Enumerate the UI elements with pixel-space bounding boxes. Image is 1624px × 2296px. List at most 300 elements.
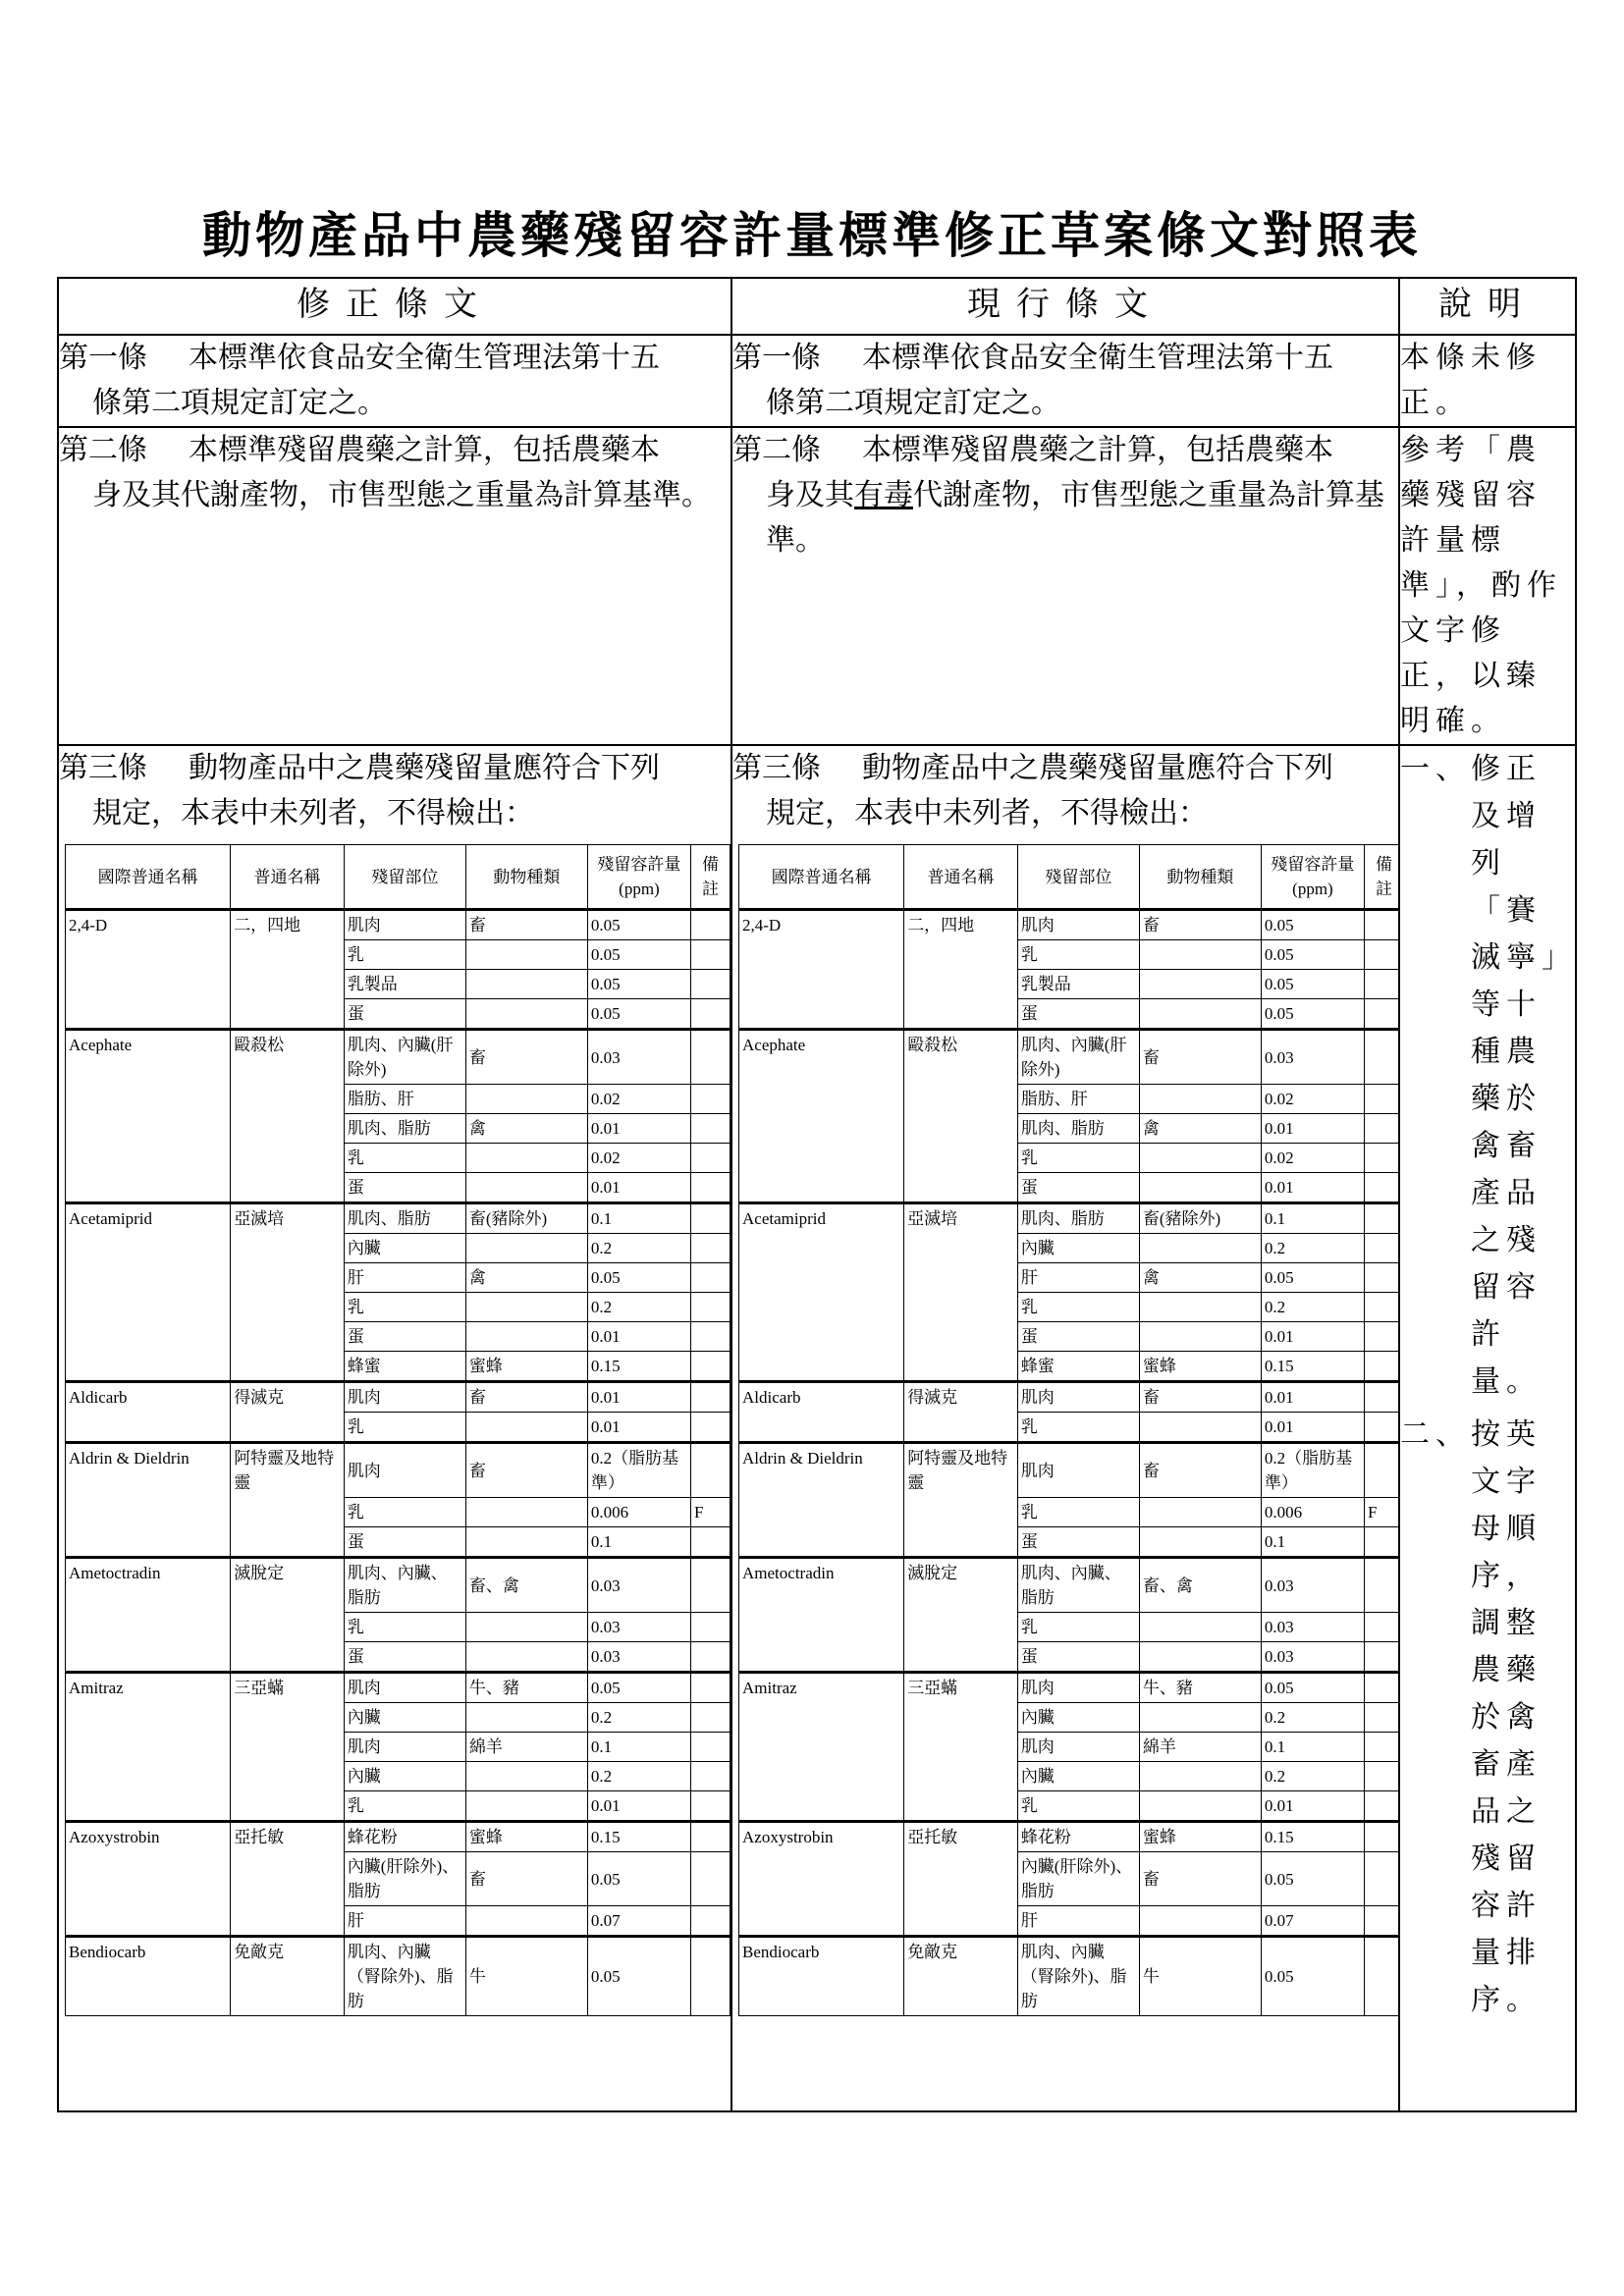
pesticide-common-name: 阿特靈及地特靈 bbox=[904, 1443, 1018, 1558]
table-row bbox=[739, 1558, 1399, 1613]
residue-part: 內臟 bbox=[344, 1234, 465, 1263]
residue-part: 蛋 bbox=[1017, 1642, 1139, 1673]
pesticide-common-name: 二，四地 bbox=[231, 910, 345, 1030]
remark bbox=[1364, 1203, 1398, 1234]
remark bbox=[690, 1558, 730, 1613]
header-current: 現行條文 bbox=[731, 278, 1399, 335]
mrl-value: 0.03 bbox=[587, 1030, 690, 1085]
mrl-value: 0.15 bbox=[587, 1352, 690, 1382]
remark: F bbox=[690, 1498, 730, 1527]
mrl-value: 0.006 bbox=[1261, 1498, 1364, 1527]
page-title: 動物產品中農藥殘留容許量標準修正草案條文對照表 bbox=[202, 206, 1422, 264]
residue-part: 肌肉 bbox=[344, 1673, 465, 1703]
mrl-value: 0.05 bbox=[587, 1673, 690, 1703]
animal-type bbox=[1139, 1085, 1261, 1114]
residue-part: 肝 bbox=[344, 1906, 465, 1937]
mrl-value: 0.2 bbox=[1261, 1293, 1364, 1322]
mrl-value: 0.05 bbox=[1261, 1937, 1364, 2016]
residue-col-header: 動物種類 bbox=[465, 845, 587, 910]
pesticide-common-name: 免敵克 bbox=[904, 1937, 1018, 2016]
remark bbox=[690, 910, 730, 940]
residue-part: 肌肉、內臟(肝除外) bbox=[1017, 1030, 1139, 1085]
table-row bbox=[739, 1822, 1399, 1852]
residue-part: 乳 bbox=[1017, 1791, 1139, 1822]
animal-type bbox=[1139, 970, 1261, 999]
article-2-current: 第二條 本標準殘留農藥之計算，包括農藥本 身及其有毒代謝產物，市售型態之重量為計算基準。 bbox=[731, 427, 1399, 745]
mrl-value: 0.05 bbox=[1261, 1673, 1364, 1703]
mrl-value: 0.05 bbox=[1261, 999, 1364, 1030]
residue-part: 乳 bbox=[344, 1613, 465, 1642]
residue-part: 肌肉 bbox=[344, 910, 465, 940]
animal-type bbox=[465, 1173, 587, 1203]
residue-part: 蜂花粉 bbox=[1017, 1822, 1139, 1852]
remark bbox=[690, 1263, 730, 1293]
mrl-value: 0.2 bbox=[1261, 1703, 1364, 1733]
animal-type bbox=[465, 1322, 587, 1352]
remark bbox=[690, 1413, 730, 1443]
remark bbox=[690, 1293, 730, 1322]
table-row bbox=[66, 1203, 731, 1234]
animal-type: 畜 bbox=[465, 1030, 587, 1085]
mrl-value: 0.05 bbox=[587, 940, 690, 970]
animal-type bbox=[1139, 1613, 1261, 1642]
animal-type: 畜 bbox=[1139, 910, 1261, 940]
pesticide-intl-name: Aldicarb bbox=[739, 1382, 904, 1443]
mrl-value: 0.1 bbox=[587, 1733, 690, 1762]
remark bbox=[690, 1791, 730, 1822]
mrl-value: 0.05 bbox=[1261, 1263, 1364, 1293]
mrl-value: 0.05 bbox=[587, 1937, 690, 2016]
residue-part: 乳 bbox=[344, 940, 465, 970]
remark bbox=[1364, 1762, 1398, 1791]
residue-part: 內臟 bbox=[1017, 1703, 1139, 1733]
residue-part: 內臟 bbox=[344, 1703, 465, 1733]
residue-part: 肌肉、內臟、脂肪 bbox=[344, 1558, 465, 1613]
residue-part: 乳 bbox=[344, 1413, 465, 1443]
animal-type bbox=[465, 1703, 587, 1733]
pesticide-intl-name: 2,4-D bbox=[739, 910, 904, 1030]
pesticide-intl-name: Acetamiprid bbox=[739, 1203, 904, 1382]
remark bbox=[1364, 1703, 1398, 1733]
remark bbox=[1364, 999, 1398, 1030]
remark bbox=[690, 1703, 730, 1733]
mrl-value: 0.01 bbox=[587, 1791, 690, 1822]
animal-type bbox=[465, 999, 587, 1030]
pesticide-intl-name: Acephate bbox=[66, 1030, 231, 1203]
residue-part: 蛋 bbox=[344, 1173, 465, 1203]
residue-col-header: 普通名稱 bbox=[231, 845, 345, 910]
mrl-value: 0.05 bbox=[587, 910, 690, 940]
table-row bbox=[66, 1673, 731, 1703]
remark bbox=[690, 1673, 730, 1703]
animal-type bbox=[465, 1762, 587, 1791]
residue-col-header: 殘留容許量(ppm) bbox=[587, 845, 690, 910]
remark bbox=[690, 999, 730, 1030]
animal-type: 畜 bbox=[1139, 1852, 1261, 1906]
mrl-value: 0.03 bbox=[1261, 1642, 1364, 1673]
animal-type bbox=[1139, 1144, 1261, 1173]
animal-type: 蜜蜂 bbox=[1139, 1822, 1261, 1852]
article-3-revised: 第三條 動物產品中之農藥殘留量應符合下列 規定，本表中未列者，不得檢出： 國際普通名稱 普通名稱 殘留部位 動物種類 殘留容許量(ppm) 備註 2,4-D 二，四地 肌肉 畜 0.05 乳 0.05 乳製品 0.05 蛋 0.05 Acephate 毆殺松 肌肉、內臟(肝除外) 畜 0.03 脂肪、肝 0.02 肌肉、脂肪 禽 0.01 乳 0.02 蛋 0.01 Acetamiprid 亞滅培 肌肉、脂肪 畜(豬除外) 0.1 內臟 0.2 肝 禽 0.05 乳 0.2 蛋 0.01 蜂蜜 蜜蜂 0.15 Aldicarb 得滅克 肌肉 畜 0.01 乳 0.01 Aldrin & Dieldrin 阿特靈及地特靈 肌肉 畜 0.2（脂肪基準） 乳 0.006 F 蛋 0.1 Ametoctradin 滅脫定 肌肉、內臟、脂肪 畜、禽 0.03 乳 0.03 蛋 0.03 Amitraz 三亞蟎 肌肉 牛、豬 0.05 內臟 0.2 肌肉 綿羊 0.1 內臟 0.2 乳 0.01 Azoxystrobin 亞托敏 蜂花粉 蜜蜂 0.15 內臟(肝除外)、脂肪 畜 0.05 肝 0.07 Bendiocarb 免敵克 肌肉、內臟（腎除外)、脂肪 牛 0.05 bbox=[58, 745, 731, 2111]
residue-part: 肌肉 bbox=[344, 1733, 465, 1762]
residue-part: 乳 bbox=[1017, 1293, 1139, 1322]
residue-col-header: 殘留部位 bbox=[1017, 845, 1139, 910]
residue-part: 肌肉、內臟（腎除外)、脂肪 bbox=[344, 1937, 465, 2016]
header-explanation: 說明 bbox=[1399, 278, 1576, 335]
animal-type bbox=[465, 1527, 587, 1558]
remark: F bbox=[1364, 1498, 1398, 1527]
pesticide-common-name: 二，四地 bbox=[904, 910, 1018, 1030]
mrl-value: 0.01 bbox=[1261, 1791, 1364, 1822]
mrl-value: 0.01 bbox=[587, 1173, 690, 1203]
remark bbox=[1364, 1852, 1398, 1906]
remark bbox=[1364, 1673, 1398, 1703]
animal-type bbox=[465, 1642, 587, 1673]
mrl-value: 0.2 bbox=[1261, 1234, 1364, 1263]
residue-part: 乳製品 bbox=[1017, 970, 1139, 999]
mrl-value: 0.15 bbox=[1261, 1822, 1364, 1852]
table-row bbox=[66, 910, 731, 940]
remark bbox=[1364, 1906, 1398, 1937]
remark bbox=[1364, 1791, 1398, 1822]
remark bbox=[690, 1937, 730, 2016]
mrl-value: 0.07 bbox=[1261, 1906, 1364, 1937]
mrl-value: 0.1 bbox=[587, 1203, 690, 1234]
pesticide-common-name: 三亞蟎 bbox=[231, 1673, 345, 1822]
pesticide-common-name: 三亞蟎 bbox=[904, 1673, 1018, 1822]
table-row bbox=[66, 1937, 731, 2016]
article-2-revised: 第二條 本標準殘留農藥之計算，包括農藥本 身及其代謝產物，市售型態之重量為計算基準。 bbox=[58, 427, 731, 745]
residue-part: 蛋 bbox=[1017, 1322, 1139, 1352]
remark bbox=[1364, 1527, 1398, 1558]
table-row bbox=[739, 1443, 1399, 1498]
remark bbox=[690, 1852, 730, 1906]
remark bbox=[1364, 1352, 1398, 1382]
animal-type bbox=[1139, 1791, 1261, 1822]
mrl-value: 0.05 bbox=[1261, 1852, 1364, 1906]
residue-part: 肌肉 bbox=[1017, 1733, 1139, 1762]
residue-part: 肌肉 bbox=[1017, 1382, 1139, 1413]
residue-part: 蛋 bbox=[1017, 1527, 1139, 1558]
remark bbox=[690, 970, 730, 999]
pesticide-common-name: 亞托敏 bbox=[231, 1822, 345, 1937]
header-revised: 修正條文 bbox=[58, 278, 731, 335]
remark bbox=[690, 1733, 730, 1762]
residue-part: 肝 bbox=[1017, 1906, 1139, 1937]
residue-col-header: 備註 bbox=[690, 845, 730, 910]
mrl-value: 0.01 bbox=[587, 1382, 690, 1413]
residue-part: 蛋 bbox=[1017, 999, 1139, 1030]
remark bbox=[1364, 1382, 1398, 1413]
pesticide-intl-name: Aldrin & Dieldrin bbox=[739, 1443, 904, 1558]
mrl-value: 0.2 bbox=[587, 1703, 690, 1733]
residue-part: 肌肉、脂肪 bbox=[344, 1114, 465, 1144]
remark bbox=[1364, 1642, 1398, 1673]
table-row bbox=[66, 1030, 731, 1085]
residue-table-revised bbox=[65, 844, 731, 2016]
table-row bbox=[66, 1822, 731, 1852]
explanation-item: 二、按英文字母順序，調整農藥於禽畜產品之殘留容許量排序。 bbox=[1400, 1417, 1542, 2017]
pesticide-common-name: 毆殺松 bbox=[231, 1030, 345, 1203]
remark bbox=[1364, 1822, 1398, 1852]
mrl-value: 0.05 bbox=[587, 1263, 690, 1293]
table-row bbox=[739, 1030, 1399, 1085]
mrl-value: 0.1 bbox=[587, 1527, 690, 1558]
pesticide-intl-name: Ametoctradin bbox=[66, 1558, 231, 1673]
residue-part: 蜂花粉 bbox=[344, 1822, 465, 1852]
remark bbox=[1364, 1144, 1398, 1173]
residue-col-header: 動物種類 bbox=[1139, 845, 1261, 910]
mrl-value: 0.03 bbox=[1261, 1030, 1364, 1085]
animal-type: 禽 bbox=[465, 1263, 587, 1293]
animal-type bbox=[1139, 1498, 1261, 1527]
remark bbox=[1364, 1263, 1398, 1293]
mrl-value: 0.2 bbox=[587, 1234, 690, 1263]
animal-type: 畜(豬除外) bbox=[465, 1203, 587, 1234]
animal-type bbox=[465, 1498, 587, 1527]
animal-type bbox=[1139, 1703, 1261, 1733]
mrl-value: 0.05 bbox=[587, 970, 690, 999]
animal-type: 禽 bbox=[1139, 1263, 1261, 1293]
remark bbox=[690, 1173, 730, 1203]
residue-part: 內臟(肝除外)、脂肪 bbox=[344, 1852, 465, 1906]
table-row bbox=[66, 1443, 731, 1498]
remark bbox=[1364, 1030, 1398, 1085]
pesticide-intl-name: Aldicarb bbox=[66, 1382, 231, 1443]
remark bbox=[690, 1642, 730, 1673]
mrl-value: 0.02 bbox=[1261, 1144, 1364, 1173]
pesticide-common-name: 阿特靈及地特靈 bbox=[231, 1443, 345, 1558]
residue-part: 乳 bbox=[1017, 1413, 1139, 1443]
animal-type: 綿羊 bbox=[465, 1733, 587, 1762]
residue-part: 乳製品 bbox=[344, 970, 465, 999]
table-row bbox=[739, 1382, 1399, 1413]
residue-part: 蛋 bbox=[344, 1322, 465, 1352]
mrl-value: 0.03 bbox=[587, 1558, 690, 1613]
pesticide-intl-name: Amitraz bbox=[66, 1673, 231, 1822]
mrl-value: 0.02 bbox=[1261, 1085, 1364, 1114]
animal-type: 畜(豬除外) bbox=[1139, 1203, 1261, 1234]
mrl-value: 0.01 bbox=[1261, 1322, 1364, 1352]
remark bbox=[1364, 940, 1398, 970]
remark bbox=[1364, 1443, 1398, 1498]
remark bbox=[1364, 1733, 1398, 1762]
animal-type: 蜜蜂 bbox=[465, 1822, 587, 1852]
animal-type: 蜜蜂 bbox=[1139, 1352, 1261, 1382]
mrl-value: 0.01 bbox=[1261, 1382, 1364, 1413]
residue-part: 乳 bbox=[344, 1498, 465, 1527]
residue-part: 內臟 bbox=[1017, 1234, 1139, 1263]
explanation-item: 一、修正及增列「賽滅寧」等十種農藥於禽畜產品之殘留容許量。 bbox=[1400, 752, 1562, 1399]
remark bbox=[690, 1234, 730, 1263]
pesticide-common-name: 得滅克 bbox=[904, 1382, 1018, 1443]
pesticide-common-name: 滅脫定 bbox=[904, 1558, 1018, 1673]
residue-part: 肌肉 bbox=[1017, 1673, 1139, 1703]
residue-part: 乳 bbox=[344, 1293, 465, 1322]
animal-type bbox=[465, 1293, 587, 1322]
pesticide-common-name: 毆殺松 bbox=[904, 1030, 1018, 1203]
residue-part: 乳 bbox=[1017, 1144, 1139, 1173]
article-1-explanation: 本條未修正。 bbox=[1399, 335, 1576, 427]
remark bbox=[690, 1030, 730, 1085]
pesticide-common-name: 得滅克 bbox=[231, 1382, 345, 1443]
residue-part: 肌肉、脂肪 bbox=[344, 1203, 465, 1234]
table-row bbox=[739, 1203, 1399, 1234]
animal-type: 畜 bbox=[1139, 1382, 1261, 1413]
remark bbox=[690, 1114, 730, 1144]
animal-type bbox=[1139, 1413, 1261, 1443]
animal-type: 牛 bbox=[465, 1937, 587, 2016]
pesticide-intl-name: Acephate bbox=[739, 1030, 904, 1203]
residue-part: 肌肉、內臟、脂肪 bbox=[1017, 1558, 1139, 1613]
residue-part: 肌肉 bbox=[344, 1382, 465, 1413]
mrl-value: 0.03 bbox=[1261, 1558, 1364, 1613]
remark bbox=[1364, 970, 1398, 999]
pesticide-intl-name: 2,4-D bbox=[66, 910, 231, 1030]
mrl-value: 0.2 bbox=[1261, 1762, 1364, 1791]
residue-table-current bbox=[738, 844, 1398, 2016]
residue-part: 內臟 bbox=[1017, 1762, 1139, 1791]
mrl-value: 0.2 bbox=[587, 1293, 690, 1322]
remark bbox=[1364, 1173, 1398, 1203]
remark bbox=[1364, 1293, 1398, 1322]
pesticide-intl-name: Azoxystrobin bbox=[66, 1822, 231, 1937]
residue-part: 肝 bbox=[344, 1263, 465, 1293]
mrl-value: 0.15 bbox=[1261, 1352, 1364, 1382]
residue-col-header: 殘留容許量(ppm) bbox=[1261, 845, 1364, 910]
residue-col-header: 國際普通名稱 bbox=[66, 845, 231, 910]
residue-header-row bbox=[739, 845, 1399, 910]
mrl-value: 0.05 bbox=[587, 1852, 690, 1906]
residue-part: 內臟(肝除外)、脂肪 bbox=[1017, 1852, 1139, 1906]
residue-part: 蛋 bbox=[344, 1527, 465, 1558]
residue-part: 乳 bbox=[344, 1791, 465, 1822]
pesticide-intl-name: Bendiocarb bbox=[66, 1937, 231, 2016]
remark bbox=[690, 1613, 730, 1642]
pesticide-intl-name: Bendiocarb bbox=[739, 1937, 904, 2016]
amended-text: 有毒 bbox=[854, 478, 913, 512]
remark bbox=[690, 1762, 730, 1791]
residue-part: 乳 bbox=[1017, 1498, 1139, 1527]
animal-type: 畜 bbox=[465, 910, 587, 940]
table-row bbox=[66, 1558, 731, 1613]
remark bbox=[1364, 1937, 1398, 2016]
table-row bbox=[739, 1673, 1399, 1703]
pesticide-intl-name: Azoxystrobin bbox=[739, 1822, 904, 1937]
residue-part: 肝 bbox=[1017, 1263, 1139, 1293]
remark bbox=[690, 1322, 730, 1352]
animal-type: 畜 bbox=[1139, 1443, 1261, 1498]
residue-col-header: 殘留部位 bbox=[344, 845, 465, 910]
animal-type bbox=[465, 1613, 587, 1642]
pesticide-intl-name: Ametoctradin bbox=[739, 1558, 904, 1673]
remark bbox=[690, 1382, 730, 1413]
remark bbox=[690, 1352, 730, 1382]
animal-type: 禽 bbox=[465, 1114, 587, 1144]
animal-type: 畜 bbox=[465, 1852, 587, 1906]
residue-col-header: 普通名稱 bbox=[904, 845, 1018, 910]
remark bbox=[1364, 1322, 1398, 1352]
pesticide-intl-name: Acetamiprid bbox=[66, 1203, 231, 1382]
residue-part: 肌肉 bbox=[1017, 910, 1139, 940]
animal-type: 牛 bbox=[1139, 1937, 1261, 2016]
mrl-value: 0.2 bbox=[587, 1762, 690, 1791]
comparison-table bbox=[57, 277, 1577, 2112]
pesticide-common-name: 滅脫定 bbox=[231, 1558, 345, 1673]
remark bbox=[1364, 1413, 1398, 1443]
remark bbox=[1364, 1114, 1398, 1144]
mrl-value: 0.01 bbox=[587, 1322, 690, 1352]
pesticide-common-name: 免敵克 bbox=[231, 1937, 345, 2016]
mrl-value: 0.01 bbox=[1261, 1114, 1364, 1144]
article-1-current: 第一條 本標準依食品安全衛生管理法第十五 條第二項規定訂定之。 bbox=[731, 335, 1399, 427]
animal-type: 畜 bbox=[465, 1382, 587, 1413]
animal-type: 牛、豬 bbox=[465, 1673, 587, 1703]
remark bbox=[1364, 1613, 1398, 1642]
table-row bbox=[739, 1937, 1399, 2016]
mrl-value: 0.01 bbox=[1261, 1173, 1364, 1203]
animal-type bbox=[1139, 1234, 1261, 1263]
pesticide-common-name: 亞托敏 bbox=[904, 1822, 1018, 1937]
remark bbox=[690, 940, 730, 970]
residue-part: 蜂蜜 bbox=[344, 1352, 465, 1382]
animal-type bbox=[1139, 1642, 1261, 1673]
residue-part: 肌肉、脂肪 bbox=[1017, 1114, 1139, 1144]
animal-type: 畜、禽 bbox=[465, 1558, 587, 1613]
mrl-value: 0.1 bbox=[1261, 1203, 1364, 1234]
animal-type: 畜 bbox=[465, 1443, 587, 1498]
article-3-explanation bbox=[1399, 745, 1576, 2111]
animal-type bbox=[465, 1085, 587, 1114]
animal-type bbox=[1139, 1322, 1261, 1352]
article-2-explanation: 參考「農藥殘留容許量標準」，酌作文字修正，以臻明確。 bbox=[1399, 427, 1576, 745]
mrl-value: 0.05 bbox=[1261, 970, 1364, 999]
animal-type: 禽 bbox=[1139, 1114, 1261, 1144]
residue-part: 乳 bbox=[1017, 940, 1139, 970]
remark bbox=[690, 1906, 730, 1937]
mrl-value: 0.1 bbox=[1261, 1527, 1364, 1558]
residue-part: 肌肉 bbox=[1017, 1443, 1139, 1498]
residue-col-header: 國際普通名稱 bbox=[739, 845, 904, 910]
mrl-value: 0.07 bbox=[587, 1906, 690, 1937]
mrl-value: 0.05 bbox=[1261, 940, 1364, 970]
remark bbox=[1364, 910, 1398, 940]
animal-type bbox=[1139, 999, 1261, 1030]
residue-part: 脂肪、肝 bbox=[1017, 1085, 1139, 1114]
remark bbox=[1364, 1085, 1398, 1114]
animal-type bbox=[465, 1906, 587, 1937]
mrl-value: 0.05 bbox=[1261, 910, 1364, 940]
residue-part: 肌肉 bbox=[344, 1443, 465, 1498]
remark bbox=[1364, 1558, 1398, 1613]
remark bbox=[690, 1085, 730, 1114]
mrl-value: 0.006 bbox=[587, 1498, 690, 1527]
remark bbox=[690, 1443, 730, 1498]
mrl-value: 0.2（脂肪基準） bbox=[587, 1443, 690, 1498]
animal-type: 畜 bbox=[1139, 1030, 1261, 1085]
table-row bbox=[739, 910, 1399, 940]
residue-part: 肌肉、內臟（腎除外)、脂肪 bbox=[1017, 1937, 1139, 2016]
animal-type bbox=[465, 940, 587, 970]
animal-type bbox=[1139, 1293, 1261, 1322]
mrl-value: 0.01 bbox=[1261, 1413, 1364, 1443]
mrl-value: 0.01 bbox=[587, 1413, 690, 1443]
animal-type bbox=[1139, 1173, 1261, 1203]
animal-type bbox=[465, 1413, 587, 1443]
residue-part: 乳 bbox=[1017, 1613, 1139, 1642]
article-1-revised: 第一條 本標準依食品安全衛生管理法第十五 條第二項規定訂定之。 bbox=[58, 335, 731, 427]
mrl-value: 0.03 bbox=[587, 1642, 690, 1673]
